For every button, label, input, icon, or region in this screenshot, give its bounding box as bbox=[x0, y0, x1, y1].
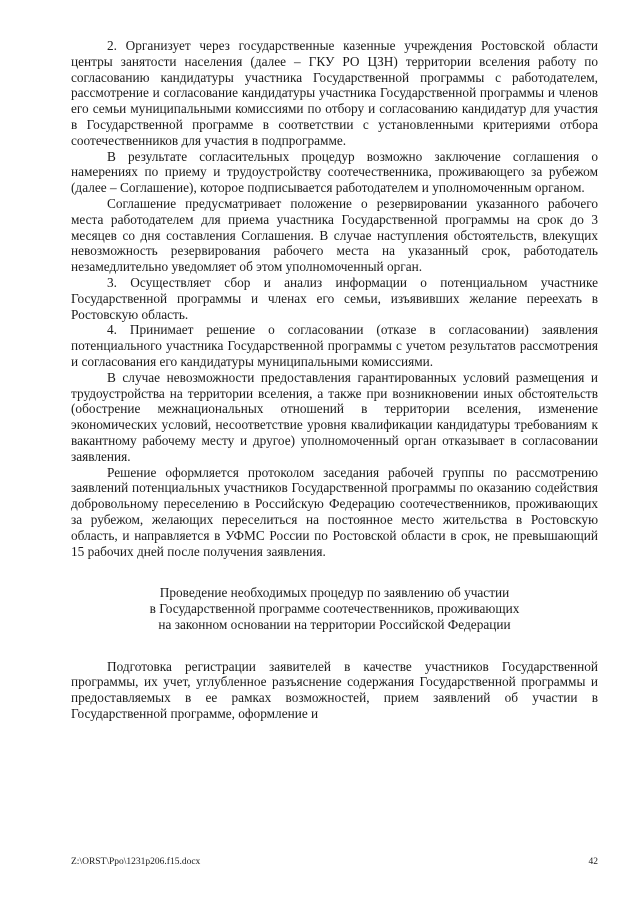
page-footer bbox=[71, 856, 598, 868]
paragraph: 4. Принимает решение о согласовании (отказе в согласовании) заявления потенциального участника Государственной программы с учетом результатов рассмотрения и согласования его кандидатуры муниципальными комиссиями. bbox=[71, 322, 598, 369]
page-number: 42 bbox=[588, 857, 598, 867]
paragraph: Решение оформляется протоколом заседания рабочей группы по рассмотрению заявлений потенциальных участников Государственной программы по оказанию содействия добровольному переселению в Российскую Федерацию соотечественников, проживающих за рубежом, желающих переселиться на постоянное место жительства в Ростовскую область, и направляется в УФМС России по Ростовской области в срок, не превышающий 15 рабочих дней после получения заявления. bbox=[71, 464, 598, 559]
paragraph: 2. Организует через государственные казенные учреждения Ростовской области центры занятости населения (далее – ГКУ РО ЦЗН) территории вселения работу по согласованию кандидатуры участника Государственной программы с работодателем, рассмотрение и согласование кандидатуры участника Государственной программы и членов его семьи муниципальными комиссиями по отбору и согласованию кандидатур для участия в Государственной программе в соответствии с установленными критериями отбора соотечественников для участия в подпрограмме. bbox=[71, 38, 598, 148]
paragraph: 3. Осуществляет сбор и анализ информации о потенциальном участнике Государственной программы и членах его семьи, изъявивших желание переехать в Ростовскую область. bbox=[71, 274, 598, 322]
paragraph: В результате согласительных процедур возможно заключение соглашения о намерениях по приему и трудоустройству соотечественника, проживающего за рубежом (далее – Соглашение), которое подписывается работодателем и уполномоченным органом. bbox=[71, 148, 598, 196]
paragraph: Подготовка регистрации заявителей в качестве участников Государственной программы, их учет, углубленное разъяснение содержания Государственной программы и предоставляемых в ее рамках возможностей, прием заявлений об участии в Государственной программе, оформление и bbox=[71, 658, 598, 722]
heading-line: на законном основании на территории Российской Федерации bbox=[158, 616, 511, 632]
heading-line: в Государственной программе соотечественников, проживающих bbox=[149, 601, 520, 617]
section-heading bbox=[71, 585, 598, 632]
footer-file-path: Z:\ORST\Ppo\1231p206.f15.docx bbox=[71, 857, 201, 867]
heading-line: Проведение необходимых процедур по заявлению об участии bbox=[159, 585, 510, 601]
paragraph: В случае невозможности предоставления гарантированных условий размещения и трудоустройства на территории вселения, а также при возникновении иных обстоятельств (обострение межнациональных отношений в территории вселения, изменение экономических условий, несоответствие уровня квалификации кандидатуры требованиям к вакантному рабочему месту и другое) уполномоченный орган отказывает в согласовании заявления. bbox=[71, 369, 598, 464]
paragraph: Соглашение предусматривает положение о резервировании указанного рабочего места работодателем для приема участника Государственной программы на срок до 3 месяцев со дня составления Соглашения. В случае наступления обстоятельств, влекущих невозможность резервирования рабочего места на указанный срок, работодатель незамедлительно уведомляет об этом уполномоченный орган. bbox=[71, 195, 598, 275]
document-body bbox=[71, 38, 598, 722]
